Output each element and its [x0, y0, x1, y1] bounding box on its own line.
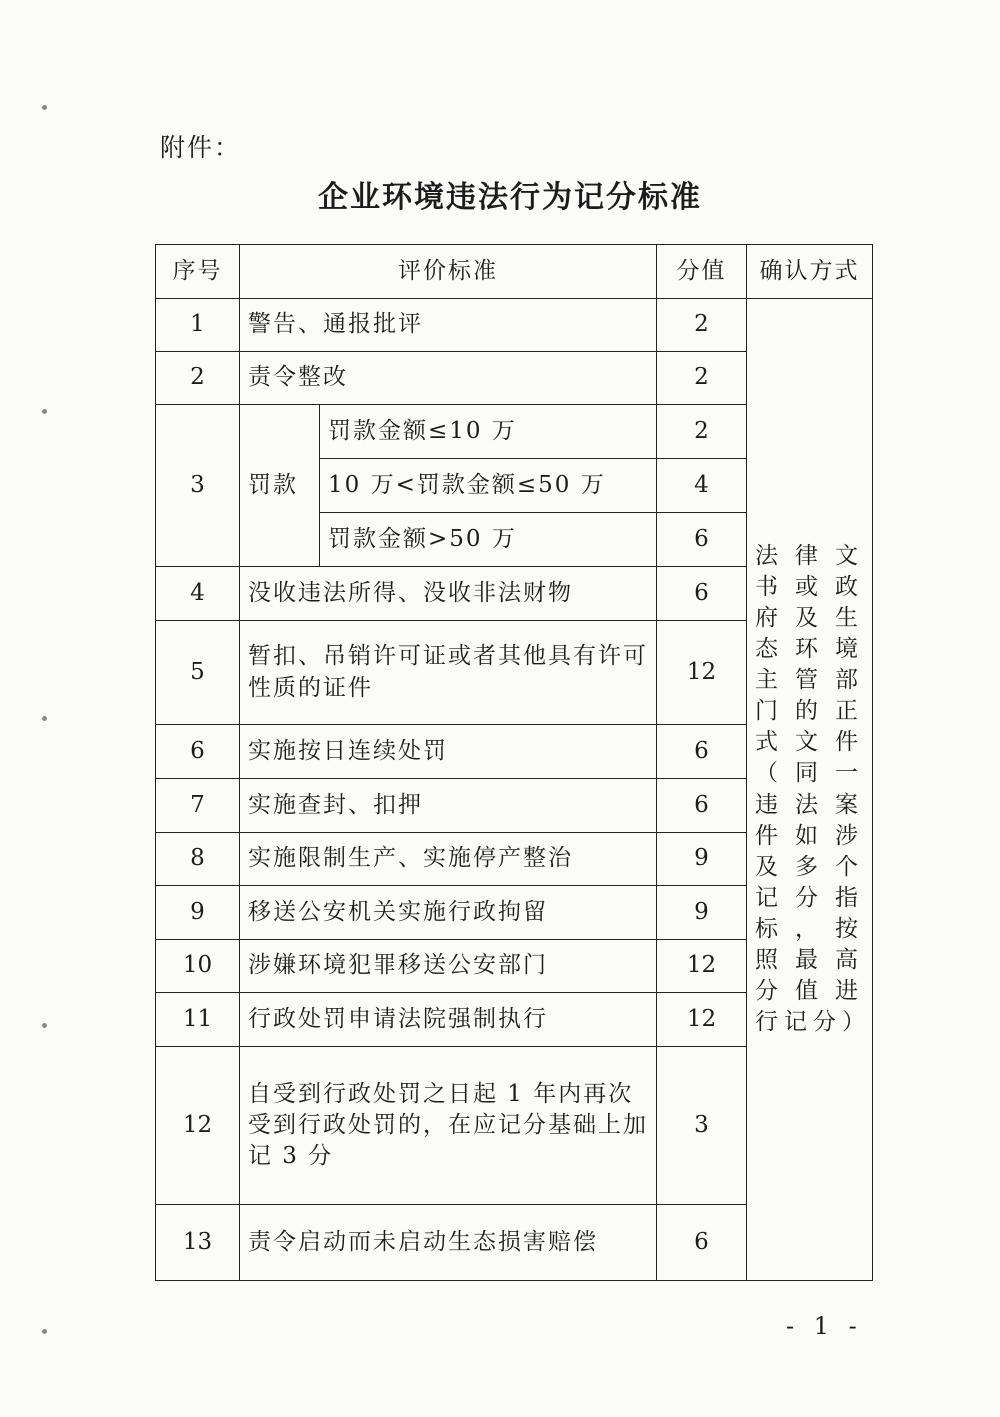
row-num: 1 [156, 299, 240, 352]
page-title: 企业环境违法行为记分标准 [318, 180, 702, 215]
scan-mark [42, 1023, 47, 1028]
row-score: 12 [657, 993, 747, 1047]
row-score: 6 [657, 513, 747, 567]
row-criterion: 暂扣、吊销许可证或者其他具有许可性质的证件 [240, 621, 657, 725]
row-criterion: 责令启动而未启动生态损害赔偿 [240, 1205, 657, 1281]
row-num: 9 [156, 886, 240, 940]
scoring-table [155, 244, 873, 1281]
row-score: 2 [657, 299, 747, 352]
row-num: 7 [156, 779, 240, 833]
row-criterion: 移送公安机关实施行政拘留 [240, 886, 657, 940]
row-criterion: 实施查封、扣押 [240, 779, 657, 833]
table-row [156, 299, 873, 352]
row-criterion: 实施限制生产、实施停产整治 [240, 833, 657, 886]
row-criterion: 没收违法所得、没收非法财物 [240, 567, 657, 621]
row-score: 9 [657, 833, 747, 886]
table-header-row [156, 245, 873, 299]
header-score: 分值 [657, 245, 747, 299]
row-num: 13 [156, 1205, 240, 1281]
row-score: 6 [657, 567, 747, 621]
row-num: 6 [156, 725, 240, 779]
row-criterion: 涉嫌环境犯罪移送公安部门 [240, 940, 657, 993]
row-num: 2 [156, 352, 240, 405]
row-category: 罚款 [240, 405, 320, 567]
row-criterion: 罚款金额≤10 万 [320, 405, 657, 459]
row-score: 6 [657, 1205, 747, 1281]
row-num: 3 [156, 405, 240, 567]
row-score: 2 [657, 352, 747, 405]
scan-mark [42, 1329, 47, 1334]
row-criterion: 10 万<罚款金额≤50 万 [320, 459, 657, 513]
row-num: 11 [156, 993, 240, 1047]
scan-mark [42, 716, 47, 721]
row-num: 4 [156, 567, 240, 621]
row-num: 12 [156, 1047, 240, 1205]
row-score: 12 [657, 621, 747, 725]
row-score: 3 [657, 1047, 747, 1205]
scan-mark [42, 409, 47, 414]
row-criterion: 责令整改 [240, 352, 657, 405]
row-num: 10 [156, 940, 240, 993]
row-criterion: 罚款金额>50 万 [320, 513, 657, 567]
row-score: 6 [657, 725, 747, 779]
row-criterion: 自受到行政处罚之日起 1 年内再次受到行政处罚的，在应记分基础上加记 3 分 [240, 1047, 657, 1205]
row-score: 6 [657, 779, 747, 833]
row-score: 9 [657, 886, 747, 940]
confirm-method: 法律文书或政府及生态环境主管部门的正式文件（同一违法案件如涉及多个记分指标，按照最高分值进行记分） [747, 299, 873, 1281]
row-criterion: 行政处罚申请法院强制执行 [240, 993, 657, 1047]
row-score: 12 [657, 940, 747, 993]
attachment-label: 附件： [160, 133, 242, 162]
row-score: 4 [657, 459, 747, 513]
row-score: 2 [657, 405, 747, 459]
row-criterion: 实施按日连续处罚 [240, 725, 657, 779]
header-confirm: 确认方式 [747, 245, 873, 299]
row-num: 8 [156, 833, 240, 886]
header-num: 序号 [156, 245, 240, 299]
scan-mark [42, 105, 47, 110]
row-num: 5 [156, 621, 240, 725]
page-number: - 1 - [786, 1312, 863, 1340]
header-criterion: 评价标准 [240, 245, 657, 299]
row-criterion: 警告、通报批评 [240, 299, 657, 352]
